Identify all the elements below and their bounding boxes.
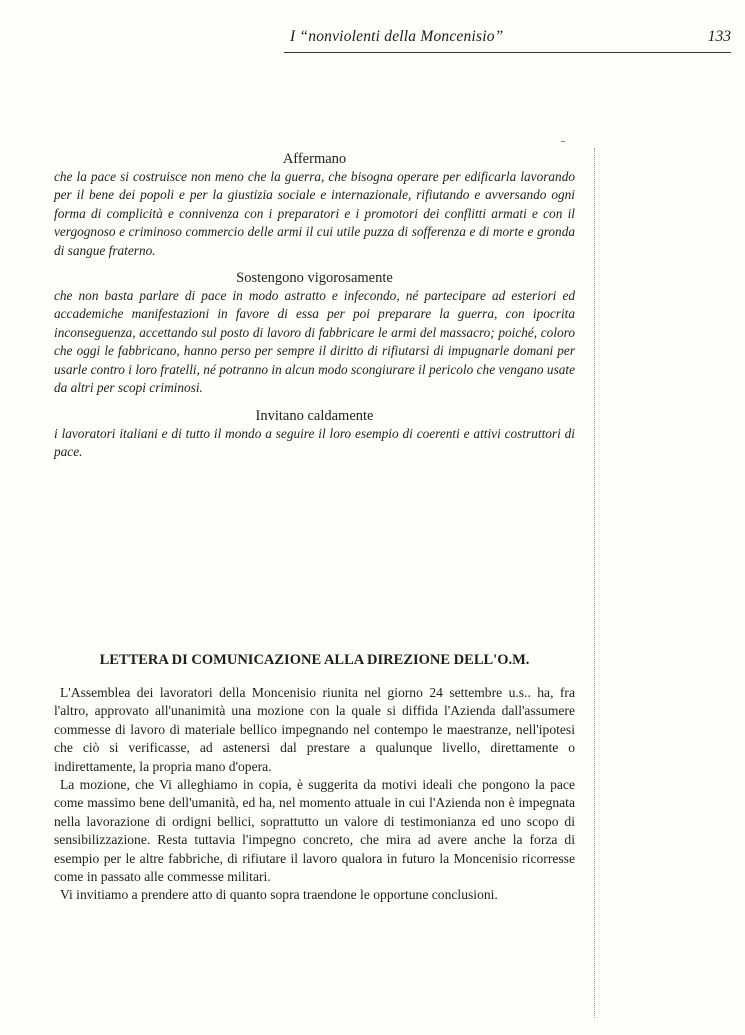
letter-body [54,684,575,905]
section-text: che non basta parlare di pace in modo astratto e infecondo, né partecipare ad esteriori ed accademiche manifestazioni in favore di essa per poi preparare la guerra, con ipocrita inconseguenza, accettando sul posto di lavoro di fabbricare le armi del massacro; poiché, coloro che oggi le fabbricano, hanno perso per sempre il diritto di rifiutarsi di impugnarle domani per usarle contro i loro fratelli, né potranno in alcun modo scongiurare il pericolo che vengano usate da altri per scopi criminosi. [54,288,575,396]
section-invitano [54,407,575,462]
letter-paragraph: L'Assemblea dei lavoratori della Moncenisio riunita nel giorno 24 settembre u.s.. ha, fra l'altro, approvato all'unanimità una mozione con la quale si diffida l'Azienda dall'assumere commesse di lavoro di materiale bellico impegnando nel contempo le maestranze, nell'ipotesi che ciò si verificasse, ad astenersi dal prestare a qualunque livello, direttamente o indirettamente, la propria mano d'opera. [54,685,575,774]
section-heading: Sostengono vigorosamente [236,270,393,286]
section-heading: Affermano [282,151,347,167]
section-sostengono [54,269,575,397]
margin-rule [594,148,595,1018]
section-heading: Invitano caldamente [255,408,374,424]
section-text: che la pace si costruisce non meno che la guerra, che bisogna operare per edificarla lavorando per il bene dei popoli e per la giustizia sociale e internazionale, rifiutando e avversando ogni forma di complicità e connivenza con i preparatori e i promotori dei conflitti armati e con il vergognoso e criminoso commercio delle armi il cui utile puzza di sofferenza e di morte e gronda di sangue fraterno. [54,169,575,258]
running-title: I “nonviolenti della Moncenisio” [290,28,504,45]
page-header [284,26,731,53]
letter-paragraph: Vi invitiamo a prendere atto di quanto sopra traendone le opportune conclusioni. [60,887,498,903]
section-text: i lavoratori italiani e di tutto il mondo a seguire il loro esempio di coerenti e attivi costruttori di pace. [54,426,575,460]
scan-speck [561,141,565,142]
letter-title: LETTERA DI COMUNICAZIONE ALLA DIREZIONE DELL'O.M. [99,652,530,668]
section-affermano [54,150,575,260]
page-number: 133 [707,28,731,45]
letter-paragraph: La mozione, che Vi alleghiamo in copia, è suggerita da motivi ideali che pongono la pace come massimo bene dell'umanità, ed ha, nel momento attuale in cui l'Azienda non è impegnata nella lavorazione di ordigni bellici, soprattutto un valore di testimonianza ed uno scopo di sensibilizzazione. Resta tuttavia l'impegno concreto, che mira ad avere anche la forza di esempio per le altre fabbriche, di rifiutare il lavoro qualora in futuro la Moncenisio ricorresse come in passato alle commesse militari. [54,777,575,885]
